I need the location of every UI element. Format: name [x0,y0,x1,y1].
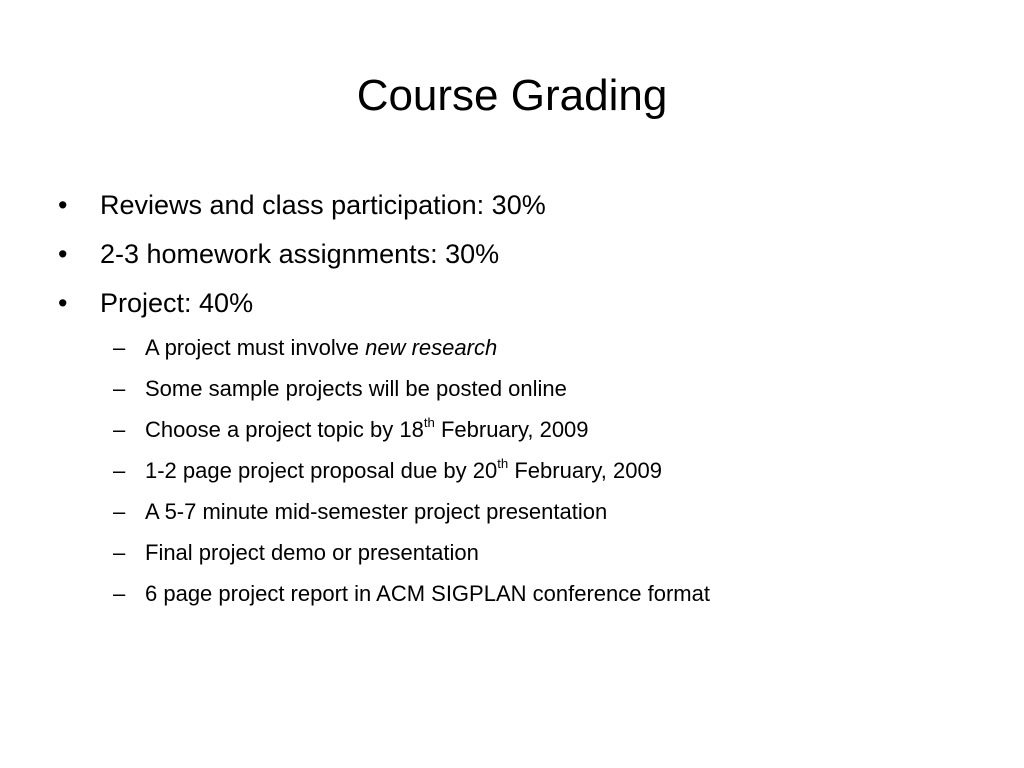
sub-list-item [113,580,710,608]
slide-title: Course Grading [356,71,668,120]
list-item-text: Reviews and class participation: 30% [100,190,546,220]
sub-item-emphasis: new research [365,335,498,360]
sub-item-text: Some sample projects will be posted online [145,376,567,401]
list-item [58,238,499,270]
dash-icon: – [113,581,126,606]
list-item [58,189,546,221]
bullet-icon: • [58,288,68,318]
list-item [58,287,253,319]
sub-list-item [113,457,662,485]
sub-list-item [113,416,589,444]
sub-list-item [113,539,479,567]
bullet-icon: • [58,239,68,269]
sub-item-text: Choose a project topic by 18 [145,417,424,442]
dash-icon: – [113,417,126,442]
ordinal-suffix: th [423,414,435,430]
dash-icon: – [113,376,126,401]
dash-icon: – [113,540,126,565]
list-item-text: 2-3 homework assignments: 30% [100,239,500,269]
ordinal-suffix: th [497,455,509,471]
list-item-text: Project: 40% [100,288,254,318]
dash-icon: – [113,499,126,524]
sub-list-item [113,498,607,526]
bullet-icon: • [58,190,68,220]
dash-icon: – [113,335,126,360]
sub-item-text: 1-2 page project proposal due by 20 [145,458,498,483]
sub-item-text: A 5-7 minute mid-semester project presentation [145,499,608,524]
sub-item-text-end: February, 2009 [434,417,589,442]
sub-item-text: A project must involve [145,335,366,360]
sub-item-text-end: February, 2009 [508,458,662,483]
sub-list-item [113,334,497,362]
sub-item-text: Final project demo or presentation [145,540,479,565]
sub-list-item [113,375,567,403]
dash-icon: – [113,458,126,483]
sub-item-text: 6 page project report in ACM SIGPLAN conference format [145,581,710,606]
